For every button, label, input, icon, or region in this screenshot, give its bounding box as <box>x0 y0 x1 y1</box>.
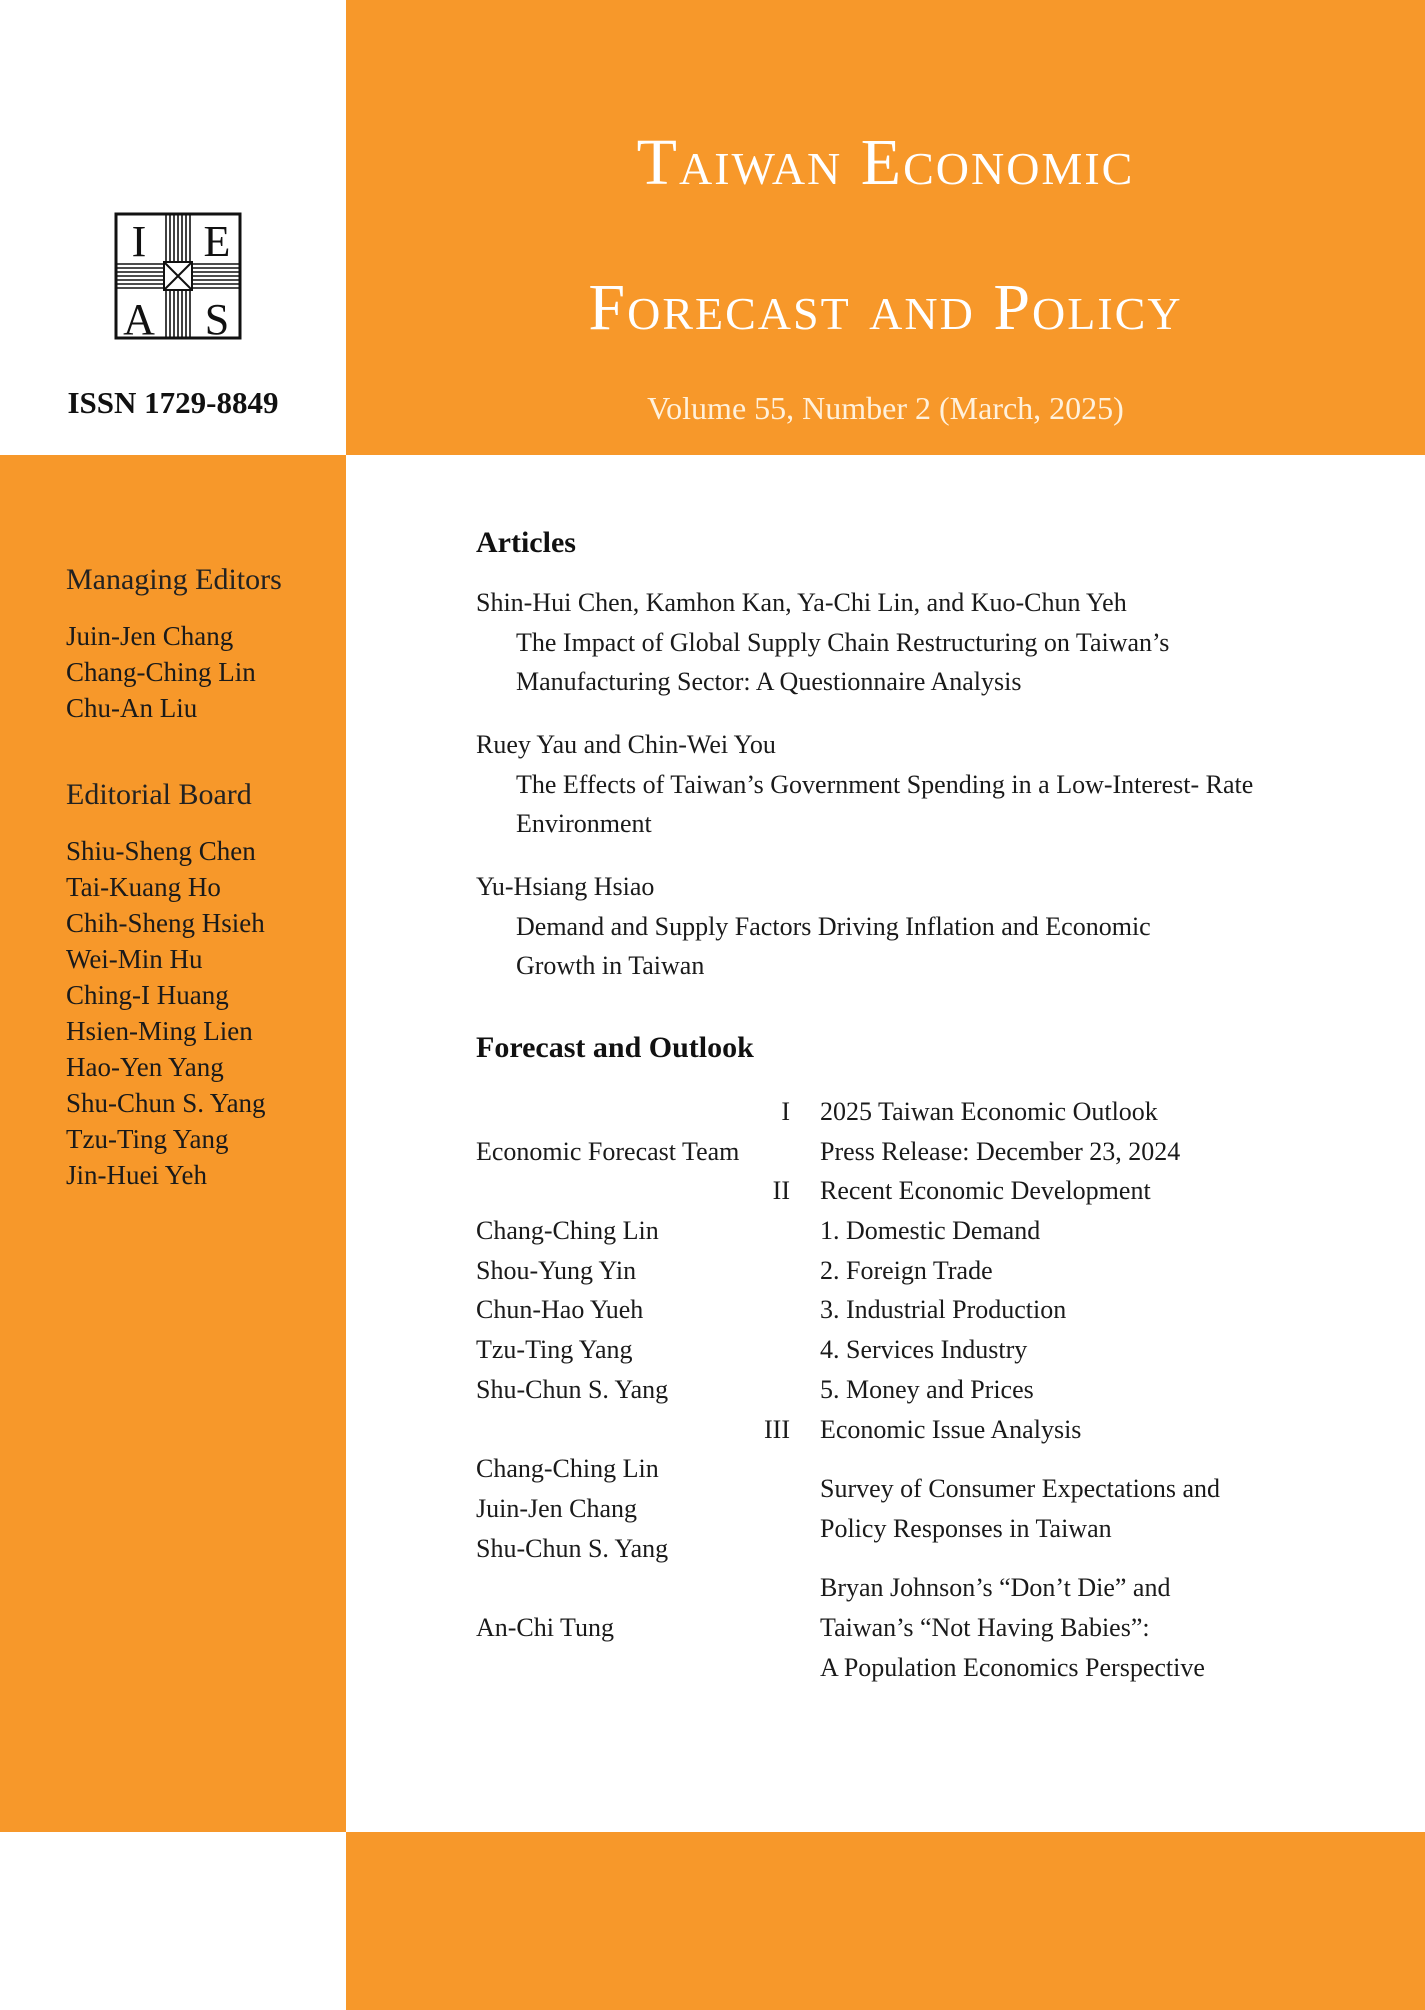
ieas-logo <box>114 212 242 340</box>
logo-letter-a: A <box>123 295 155 340</box>
board-member: Hsien-Ming Lien <box>66 1016 253 1046</box>
board-member: Shiu-Sheng Chen <box>66 836 256 866</box>
section-item: 1. Domestic Demand <box>820 1216 1041 1245</box>
contributor: An-Chi Tung <box>476 1613 614 1642</box>
article-title-line: Environment <box>516 809 652 838</box>
issue-title-line: Bryan Johnson’s “Don’t Die” and <box>820 1573 1171 1602</box>
contributor: Shu-Chun S. Yang <box>476 1375 669 1404</box>
board-member: Shu-Chun S. Yang <box>66 1088 266 1118</box>
issue-analysis-title <box>820 1568 1205 1688</box>
ieas-logo-icon <box>114 212 242 340</box>
board-member: Tai-Kuang Ho <box>66 872 221 902</box>
contributor: Chang-Ching Lin <box>476 1454 659 1483</box>
issue-title-line: Taiwan’s “Not Having Babies”: <box>820 1613 1150 1642</box>
article-authors: Yu-Hsiang Hsiao <box>476 872 655 901</box>
volume-info: Volume 55, Number 2 (March, 2025) <box>647 390 1124 426</box>
board-member: Wei-Min Hu <box>66 944 203 974</box>
article-title-line: Manufacturing Sector: A Questionnaire Analysis <box>516 667 1022 696</box>
section-number: I <box>781 1097 790 1126</box>
managing-editor: Juin-Jen Chang <box>66 621 234 651</box>
managing-editor: Chu-An Liu <box>66 693 198 723</box>
board-member: Tzu-Ting Yang <box>66 1124 229 1154</box>
contributor: Chun-Hao Yueh <box>476 1295 644 1324</box>
managing-editors-list <box>66 618 256 726</box>
contributor: Economic Forecast Team <box>476 1137 740 1166</box>
article-title-line: The Impact of Global Supply Chain Restructuring on Taiwan’s <box>516 628 1170 657</box>
board-member: Jin-Huei Yeh <box>66 1160 208 1190</box>
section-item: Press Release: December 23, 2024 <box>820 1137 1181 1166</box>
contributor: Shou-Yung Yin <box>476 1256 637 1285</box>
article-authors: Ruey Yau and Chin-Wei You <box>476 730 776 759</box>
section-title: 2025 Taiwan Economic Outlook <box>820 1097 1158 1126</box>
section-item: 4. Services Industry <box>820 1335 1028 1364</box>
journal-title-line-1: Taiwan Economic <box>636 126 1135 199</box>
article-title-line: Demand and Supply Factors Driving Inflation and Economic <box>516 912 1151 941</box>
header-band <box>346 0 1425 455</box>
issue-analysis-title <box>820 1469 1220 1549</box>
section-title: Recent Economic Development <box>820 1176 1151 1205</box>
logo-letter-s: S <box>204 295 230 340</box>
logo-letter-e: E <box>203 217 231 266</box>
board-member: Hao-Yen Yang <box>66 1052 224 1082</box>
section-title: Economic Issue Analysis <box>820 1415 1082 1444</box>
article-title-line: The Effects of Taiwan’s Government Spending in a Low-Interest- Rate <box>516 770 1254 799</box>
board-member: Chih-Sheng Hsieh <box>66 908 265 938</box>
board-member: Ching-I Huang <box>66 980 229 1010</box>
issue-title-line: A Population Economics Perspective <box>820 1653 1205 1682</box>
contributor: Shu-Chun S. Yang <box>476 1534 669 1563</box>
footer-band <box>346 1832 1425 2010</box>
issue-title-line: Policy Responses in Taiwan <box>820 1514 1112 1543</box>
article-title <box>516 907 1366 985</box>
logo-letter-i: I <box>131 217 147 266</box>
section-number: II <box>772 1176 790 1205</box>
managing-editor: Chang-Ching Lin <box>66 657 256 687</box>
article-title <box>516 765 1366 843</box>
forecast-heading: Forecast and Outlook <box>476 1031 754 1064</box>
article-title <box>516 623 1366 701</box>
contributor: Tzu-Ting Yang <box>476 1335 633 1364</box>
contributor: Juin-Jen Chang <box>476 1494 638 1523</box>
articles-heading: Articles <box>476 526 576 559</box>
journal-title-line-2: Forecast and Policy <box>588 271 1183 344</box>
article-authors: Shin-Hui Chen, Kamhon Kan, Ya-Chi Lin, and Kuo-Chun Yeh <box>476 588 1127 617</box>
issn: ISSN 1729-8849 <box>67 385 279 420</box>
issue-title-line: Survey of Consumer Expectations and <box>820 1474 1221 1503</box>
section-item: 2. Foreign Trade <box>820 1256 993 1285</box>
editorial-board-list <box>66 833 266 1193</box>
section-item: 3. Industrial Production <box>820 1295 1067 1324</box>
section-number: III <box>764 1415 790 1444</box>
article-title-line: Growth in Taiwan <box>516 951 705 980</box>
section-item: 5. Money and Prices <box>820 1375 1034 1404</box>
contributor: Chang-Ching Lin <box>476 1216 659 1245</box>
editorial-board-heading: Editorial Board <box>66 778 252 811</box>
managing-editors-heading: Managing Editors <box>66 563 282 596</box>
